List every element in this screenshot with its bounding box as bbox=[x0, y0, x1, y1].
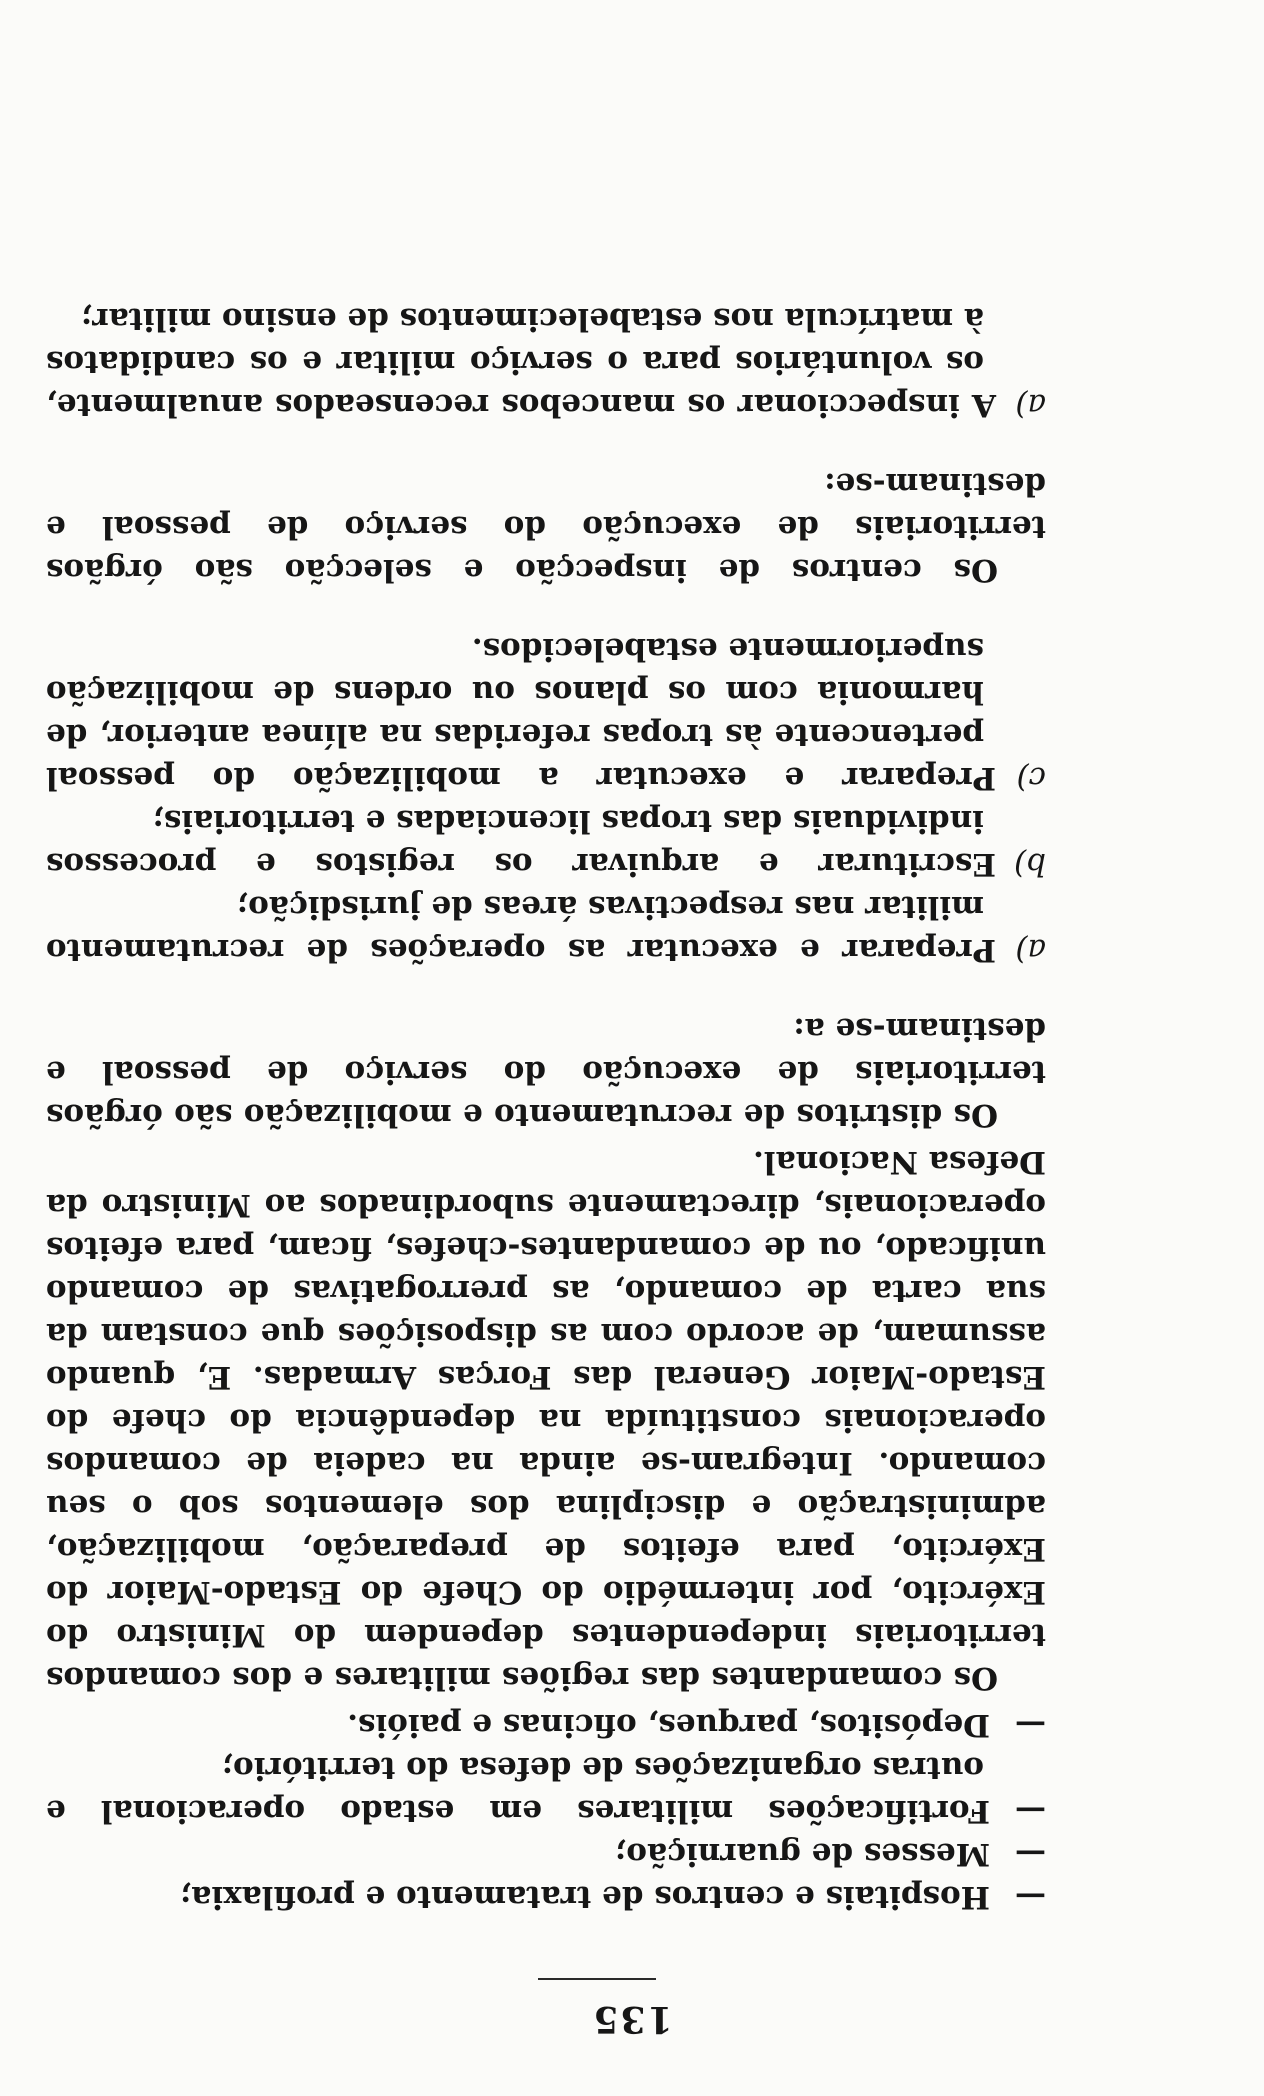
dash-marker: — bbox=[1015, 1879, 1046, 1915]
item-letter: c) bbox=[1016, 760, 1046, 796]
list-item-text: Depósitos, parques, oficinas e paióis. bbox=[347, 1707, 990, 1743]
list-item bbox=[46, 1832, 1046, 1875]
list-item-text: Hospitais e centros de tratamento e profilaxia; bbox=[179, 1879, 990, 1915]
page-number: 135 bbox=[591, 1998, 673, 2040]
dash-marker: — bbox=[1015, 1793, 1046, 1829]
list-item bbox=[46, 1875, 1046, 1918]
item-letter: a) bbox=[1015, 387, 1046, 423]
list-item bbox=[46, 1703, 1046, 1746]
list-item bbox=[46, 799, 1046, 885]
list-item bbox=[46, 1746, 1046, 1832]
list-item-text: Messes de guarnição; bbox=[614, 1836, 990, 1872]
paragraph-inspection-centres: Os centros de inspecção e selecção são órgãos territoriais de execução do serviço de pessoal e destinam-se: bbox=[46, 466, 1046, 588]
paragraph-commands: Os comandantes das regiões militares e dos comandos territoriais independentes dependem do Ministro do Exército, por intermédio do Chefe do Estado-Maior do Exército, para efeitos de preparação, mobilização, administração e disciplina dos elementos sob o seu comando. Integram-se ainda na cadeia de comandos operacionais constituída na dependência do chefe do Estado-Maior General das Forças Armadas. E, quando assumam, de acordo com as disposições que constam da sua carta de comando, as prerrogativas de comando unificado, ou de comandantes-chefes, ficam, para efeitos operacionais, directamente subordinados ao Ministro da Defesa Nacional. bbox=[46, 1144, 1046, 1696]
list-item bbox=[46, 297, 1046, 426]
item-letter: a) bbox=[1015, 932, 1046, 968]
header-rule bbox=[538, 1978, 656, 1980]
page-body bbox=[46, 297, 1046, 1918]
list-item bbox=[46, 627, 1046, 799]
dash-marker: — bbox=[1015, 1836, 1046, 1872]
list-item-text: Preparar e executar a mobilização do pessoal pertencente às tropas referidas na alínea anterior, de harmonia com os planos ou ordens de mobilização superiormente estabelecidos. bbox=[46, 631, 996, 796]
dash-marker: — bbox=[1015, 1707, 1046, 1743]
paragraph-districts: Os distritos de recrutamento e mobilização são órgãos territoriais de execução do serviço de pessoal e destinam-se a: bbox=[46, 1011, 1046, 1133]
list-item-text: A inspeccionar os mancebos recenseados anualmente, os voluntários para o serviço militar e os candidatos à matrícula nos estabelecimentos de ensino militar; bbox=[46, 301, 996, 423]
list-item-text: Escriturar e arquivar os registos e processos individuais das tropas licenciadas e territoriais; bbox=[46, 803, 996, 882]
list-item bbox=[46, 885, 1046, 971]
list-item-text: Preparar e executar as operações de recrutamento militar nas respectivas áreas de jurisdição; bbox=[46, 889, 996, 968]
list-item-text: Fortificações militares em estado operacional e outras organizações de defesa do território; bbox=[46, 1750, 990, 1829]
item-letter: b) bbox=[1014, 846, 1046, 882]
